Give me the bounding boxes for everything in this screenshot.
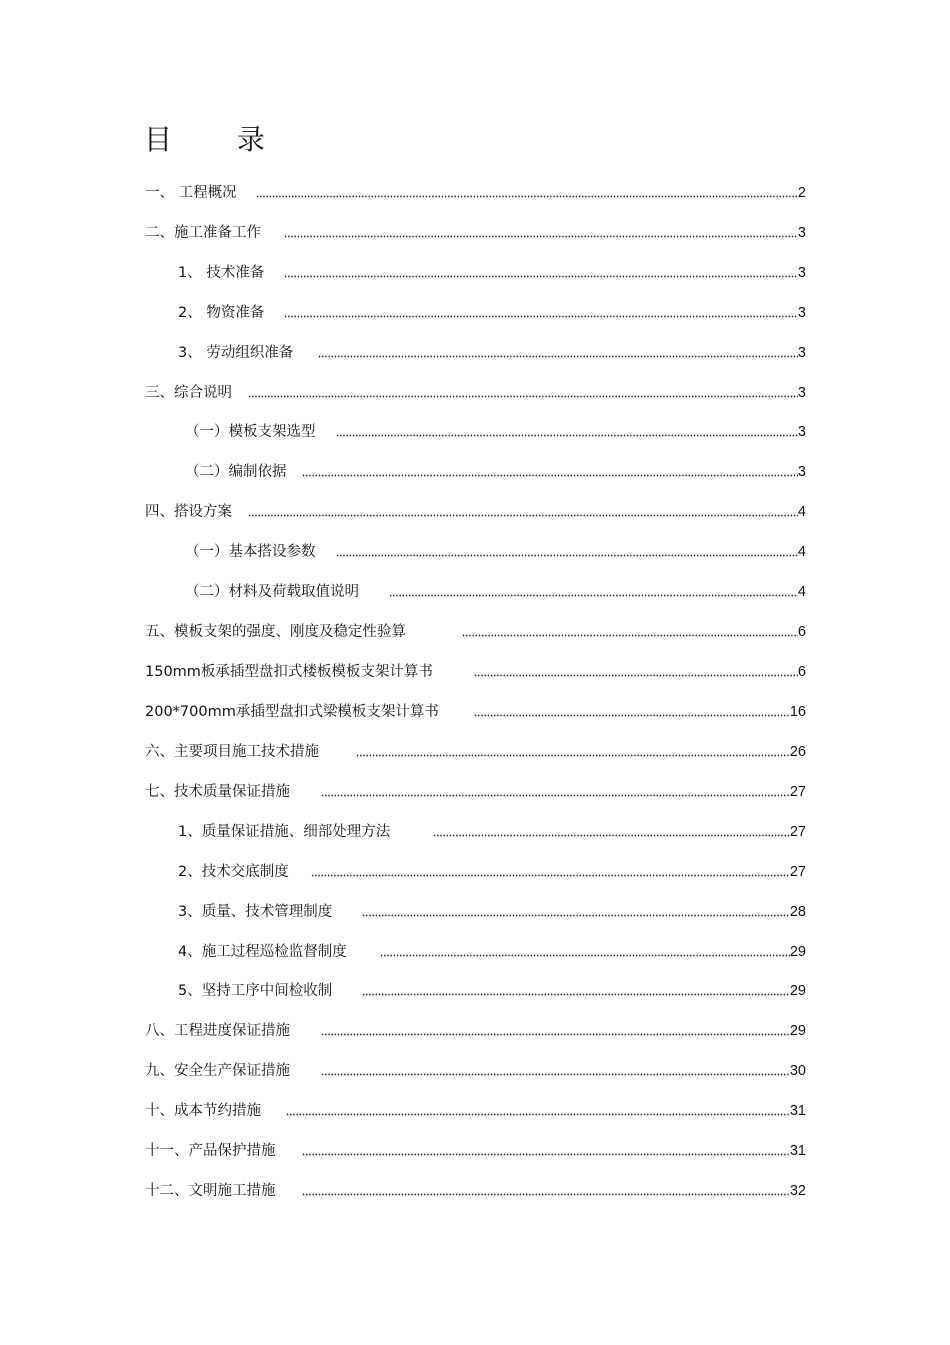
toc-entry-page-number: 4 [797, 544, 806, 560]
toc-entry-page-number: 4 [797, 504, 806, 520]
toc-entry[interactable] [185, 541, 806, 561]
toc-dot-leader [362, 992, 790, 996]
toc-entry[interactable] [145, 701, 806, 721]
toc-dot-leader [474, 673, 798, 677]
toc-entry-label: （一）基本搭设参数 [185, 544, 316, 560]
toc-dot-leader [389, 593, 798, 597]
page-title: 目 录 [144, 123, 293, 156]
toc-entry[interactable] [145, 1060, 806, 1080]
toc-dot-leader [284, 234, 798, 238]
toc-dot-leader [380, 953, 790, 957]
toc-dot-leader [248, 513, 798, 517]
toc-entry[interactable] [178, 821, 806, 841]
toc-entry-page-number: 29 [789, 944, 806, 960]
toc-entry-page-number: 16 [789, 704, 806, 720]
toc-entry-label: 1、质量保证措施、细部处理方法 [178, 824, 391, 840]
toc-entry-page-number: 4 [797, 584, 806, 600]
toc-entry-label: 九、安全生产保证措施 [145, 1063, 290, 1079]
toc-entry[interactable] [178, 342, 806, 362]
toc-entry-page-number: 26 [789, 744, 806, 760]
toc-entry[interactable] [145, 1020, 806, 1040]
toc-entry[interactable] [145, 382, 806, 402]
toc-entry-label: （二）编制依据 [185, 464, 287, 480]
toc-dot-leader [336, 433, 798, 437]
toc-entry[interactable] [178, 262, 806, 282]
toc-entry[interactable] [145, 781, 806, 801]
toc-entry-label: 十、成本节约措施 [145, 1103, 261, 1119]
toc-entry-label: 六、主要项目施工技术措施 [145, 744, 319, 760]
toc-entry-page-number: 28 [789, 904, 806, 920]
toc-entry-page-number: 30 [789, 1063, 806, 1079]
toc-dot-leader [336, 553, 798, 557]
toc-entry-label: 5、坚持工序中间检收制 [178, 983, 333, 999]
toc-dot-leader [311, 873, 790, 877]
toc-entry[interactable] [178, 980, 806, 1000]
toc-dot-leader [286, 1112, 790, 1116]
toc-entry[interactable] [145, 1140, 806, 1160]
toc-entry[interactable] [145, 222, 806, 242]
toc-entry-page-number: 6 [797, 664, 806, 680]
toc-dot-leader [302, 1152, 790, 1156]
toc-entry[interactable] [145, 501, 806, 521]
toc-entry-label: 五、模板支架的强度、刚度及稳定性验算 [145, 624, 406, 640]
toc-entry-label: 三、综合说明 [145, 385, 232, 401]
toc-dot-leader [284, 274, 798, 278]
toc-dot-leader [321, 1032, 790, 1036]
toc-entry-label: 3、质量、技术管理制度 [178, 904, 333, 920]
toc-dot-leader [284, 314, 798, 318]
toc-entry-label: （二）材料及荷载取值说明 [185, 584, 359, 600]
toc-entry[interactable] [178, 941, 806, 961]
toc-entry[interactable] [145, 621, 806, 641]
toc-dot-leader [318, 354, 798, 358]
toc-entry-label: 八、工程进度保证措施 [145, 1023, 290, 1039]
toc-entry-page-number: 6 [797, 624, 806, 640]
toc-dot-leader [302, 473, 798, 477]
toc-entry-label: 十二、文明施工措施 [145, 1183, 276, 1199]
toc-entry-label: 3、 劳动组织准备 [178, 345, 294, 361]
toc-entry-page-number: 2 [797, 185, 806, 201]
toc-dot-leader [321, 793, 790, 797]
toc-entry-page-number: 3 [797, 385, 806, 401]
toc-entry-label: 一、 工程概况 [145, 185, 237, 201]
toc-entry-page-number: 32 [789, 1183, 806, 1199]
toc-entry-page-number: 3 [797, 265, 806, 281]
toc-dot-leader [474, 713, 790, 717]
toc-entry-label: 十一、产品保护措施 [145, 1143, 276, 1159]
toc-entry-page-number: 3 [797, 424, 806, 440]
toc-entry-label: 1、 技术准备 [178, 265, 265, 281]
toc-entry-label: 二、施工准备工作 [145, 225, 261, 241]
toc-entry-label: 七、技术质量保证措施 [145, 784, 290, 800]
toc-dot-leader [302, 1192, 790, 1196]
toc-entry-label: 150mm板承插型盘扣式楼板模板支架计算书 [145, 664, 433, 680]
toc-entry-page-number: 29 [789, 983, 806, 999]
toc-entry-label: 2、技术交底制度 [178, 864, 289, 880]
toc-entry-page-number: 29 [789, 1023, 806, 1039]
toc-entry-label: 四、搭设方案 [145, 504, 232, 520]
toc-entry[interactable] [145, 1100, 806, 1120]
toc-dot-leader [462, 633, 798, 637]
toc-entry-page-number: 3 [797, 345, 806, 361]
toc-entry-page-number: 31 [789, 1143, 806, 1159]
toc-entry-page-number: 31 [789, 1103, 806, 1119]
toc-dot-leader [362, 913, 790, 917]
toc-entry[interactable] [178, 901, 806, 921]
toc-dot-leader [248, 394, 798, 398]
toc-dot-leader [256, 194, 798, 198]
toc-entry[interactable] [145, 741, 806, 761]
toc-entry[interactable] [185, 581, 806, 601]
toc-entry-label: 200*700mm承插型盘扣式梁模板支架计算书 [145, 704, 439, 720]
toc-entry[interactable] [178, 861, 806, 881]
toc-dot-leader [321, 1072, 790, 1076]
toc-entry[interactable] [185, 421, 806, 441]
toc-entry[interactable] [178, 302, 806, 322]
toc-entry[interactable] [145, 661, 806, 681]
toc-entry-page-number: 3 [797, 464, 806, 480]
toc-entry-page-number: 27 [789, 864, 806, 880]
toc-entry-label: 2、 物资准备 [178, 305, 265, 321]
toc-entry[interactable] [145, 1180, 806, 1200]
toc-entry-label: 4、施工过程巡检监督制度 [178, 944, 347, 960]
toc-entry-label: （一）模板支架选型 [185, 424, 316, 440]
toc-entry-page-number: 27 [789, 824, 806, 840]
toc-entry[interactable] [185, 461, 806, 481]
toc-entry[interactable] [145, 182, 806, 202]
toc-entry-page-number: 3 [797, 305, 806, 321]
toc-dot-leader [356, 753, 790, 757]
toc-dot-leader [433, 833, 790, 837]
toc-entry-page-number: 27 [789, 784, 806, 800]
toc-entry-page-number: 3 [797, 225, 806, 241]
